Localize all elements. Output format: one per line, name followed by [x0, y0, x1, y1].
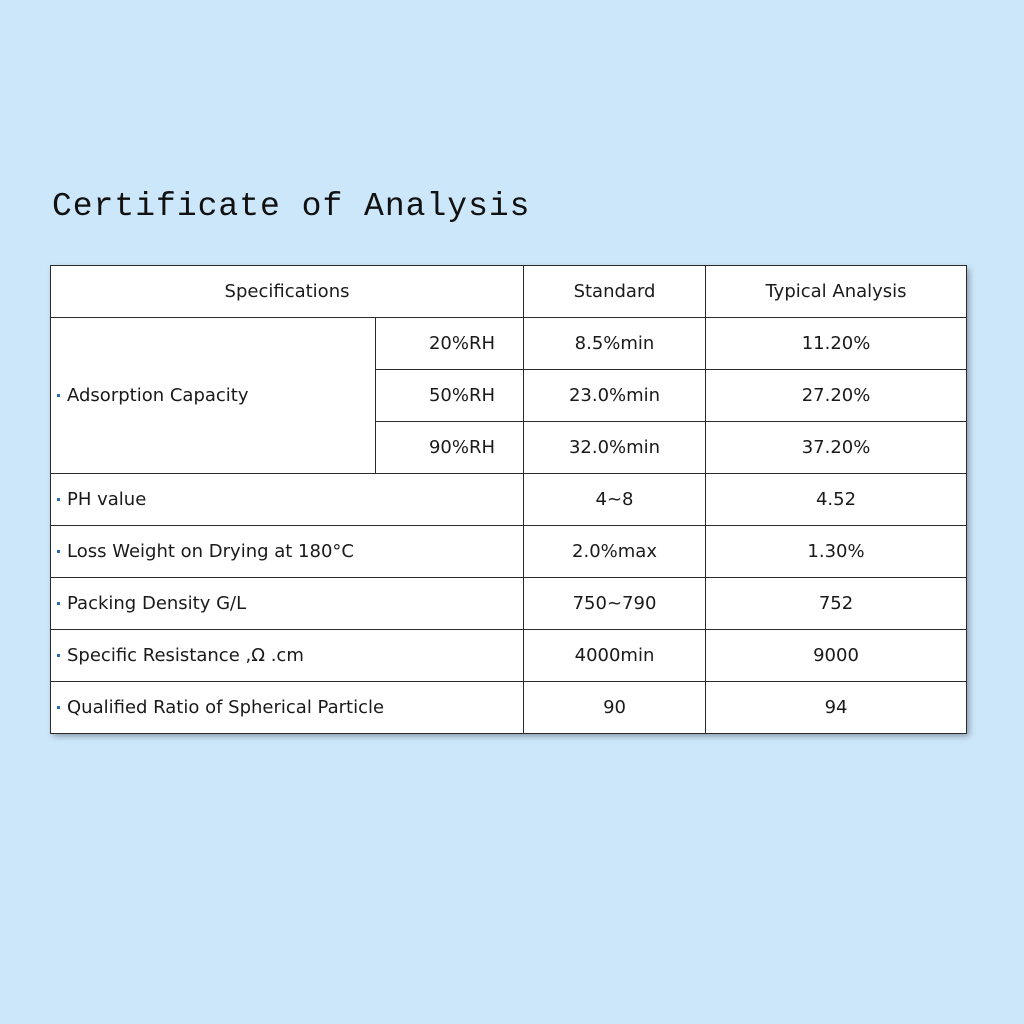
typical-cell: 27.20% [706, 370, 967, 422]
spec-cell [51, 578, 524, 630]
bullet-icon [57, 654, 60, 657]
standard-cell: 4000min [524, 630, 706, 682]
spec-label: Qualified Ratio of Spherical Particle [67, 697, 385, 718]
table-row [51, 318, 967, 370]
typical-cell: 9000 [706, 630, 967, 682]
typical-cell: 94 [706, 682, 967, 734]
typical-cell: 37.20% [706, 422, 967, 474]
spec-cell [51, 682, 524, 734]
spec-label: Adsorption Capacity [67, 385, 249, 406]
table-header-row [51, 266, 967, 318]
table-row [51, 526, 967, 578]
standard-cell: 2.0%max [524, 526, 706, 578]
spec-label: PH value [67, 489, 147, 510]
standard-cell: 32.0%min [524, 422, 706, 474]
header-standard: Standard [524, 266, 706, 318]
analysis-table [50, 265, 967, 734]
standard-cell: 750~790 [524, 578, 706, 630]
table-row [51, 682, 967, 734]
table-row [51, 630, 967, 682]
table-row [51, 578, 967, 630]
adsorption-capacity-cell [51, 318, 376, 474]
spec-cell [51, 474, 524, 526]
bullet-icon [57, 550, 60, 553]
spec-label: Loss Weight on Drying at 180°C [67, 541, 354, 562]
typical-cell: 4.52 [706, 474, 967, 526]
bullet-icon [57, 394, 60, 397]
standard-cell: 4~8 [524, 474, 706, 526]
bullet-icon [57, 602, 60, 605]
standard-cell: 90 [524, 682, 706, 734]
bullet-icon [57, 498, 60, 501]
header-specifications: Specifications [51, 266, 524, 318]
header-typical-analysis: Typical Analysis [706, 266, 967, 318]
table-row [51, 474, 967, 526]
typical-cell: 752 [706, 578, 967, 630]
analysis-table-container [50, 265, 966, 732]
spec-label: Packing Density G/L [67, 593, 247, 614]
condition-cell: 50%RH [376, 370, 524, 422]
spec-label: Specific Resistance ,Ω .cm [67, 645, 304, 666]
condition-cell: 20%RH [376, 318, 524, 370]
typical-cell: 11.20% [706, 318, 967, 370]
spec-cell [51, 526, 524, 578]
condition-cell: 90%RH [376, 422, 524, 474]
page-title: Certificate of Analysis [52, 188, 531, 225]
standard-cell: 8.5%min [524, 318, 706, 370]
bullet-icon [57, 706, 60, 709]
standard-cell: 23.0%min [524, 370, 706, 422]
spec-cell [51, 630, 524, 682]
typical-cell: 1.30% [706, 526, 967, 578]
